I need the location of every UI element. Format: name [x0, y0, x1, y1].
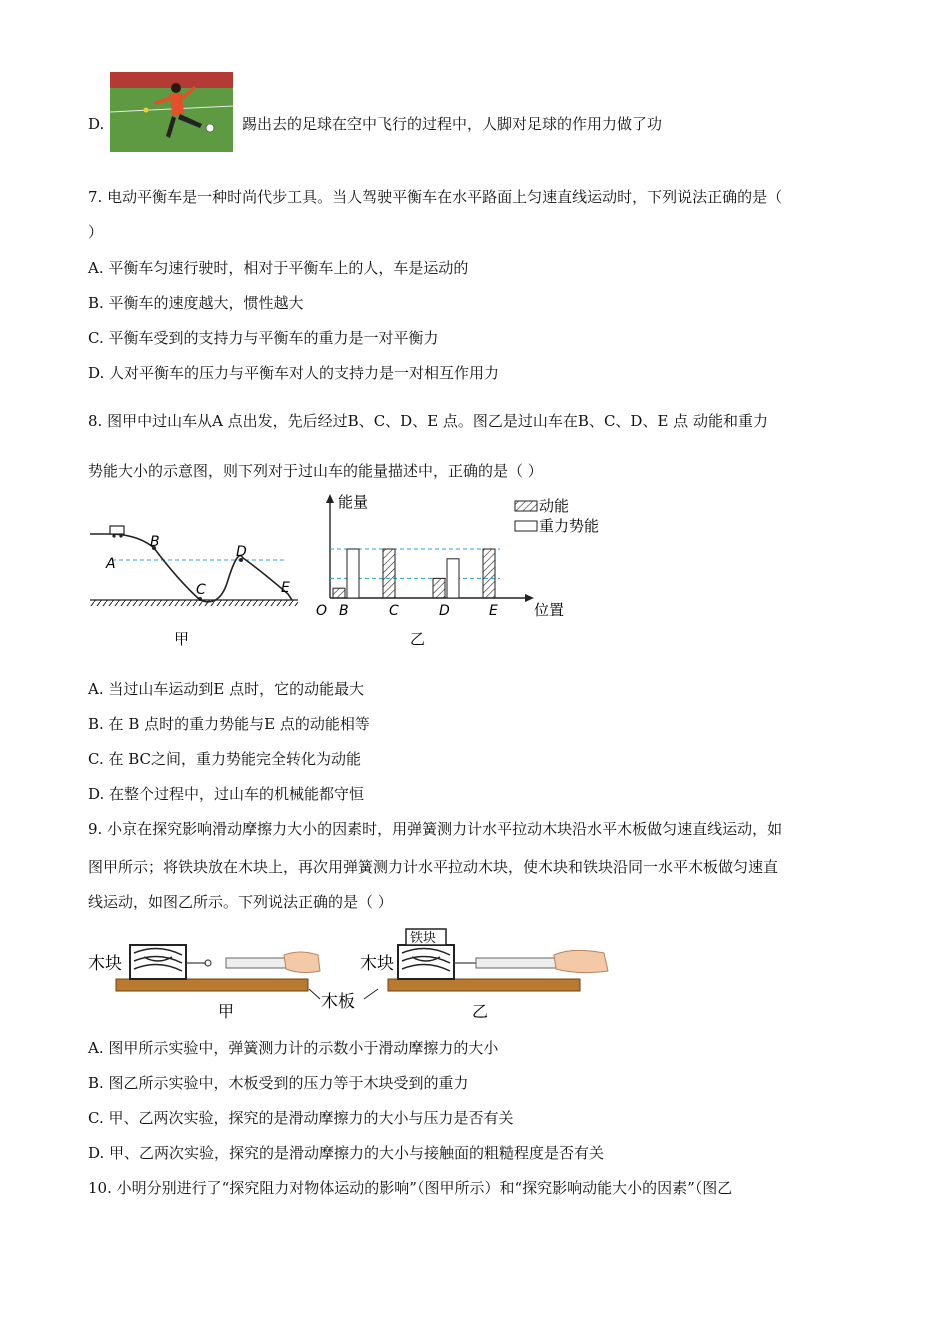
wood-board-right [388, 979, 580, 991]
tick-label-D: D [439, 603, 450, 619]
q8-option-b: B. 在 B 点时的重力势能与E 点的动能相等 [88, 715, 370, 733]
x-axis-label: 位置 [534, 601, 565, 619]
q8-option-c: C. 在 BC之间，重力势能完全转化为动能 [88, 750, 362, 768]
wood-block-label-right: 木块 [360, 954, 394, 974]
caption-yi: 乙 [472, 1002, 489, 1021]
q7-stem-line1: 7. 电动平衡车是一种时尚代步工具。当人驾驶平衡车在水平路面上匀速直线运动时，下列说法正确的是（ [88, 188, 783, 206]
y-axis-arrow [326, 494, 334, 503]
q9-option-b: B. 图乙所示实验中，木板受到的压力等于木块受到的重力 [88, 1074, 469, 1092]
point-e-label: E [281, 580, 290, 596]
q8-option-d: D. 在整个过程中，过山车的机械能都守恒 [88, 785, 365, 803]
q7-option-c: C. 平衡车受到的支持力与平衡车的重力是一对平衡力 [88, 329, 439, 347]
q9-friction-figure [88, 925, 618, 1029]
bar-D-potential [447, 559, 459, 598]
wood-block-label-left: 木块 [88, 954, 122, 974]
tick-label-C: C [389, 603, 399, 619]
legend-label-kinetic: 动能 [539, 497, 570, 515]
q6-option-d-text: 踢出去的足球在空中飞行的过程中，人脚对足球的作用力做了功 [242, 115, 663, 133]
q9-option-d: D. 甲、乙两次实验，探究的是滑动摩擦力的大小与接触面的粗糙程度是否有关 [88, 1144, 605, 1162]
origin-label: O [316, 603, 328, 619]
wood-board-left [116, 979, 308, 991]
caption-jia: 甲 [218, 1002, 235, 1021]
q7-stem-line2: ） [88, 223, 104, 241]
x-axis-arrow [525, 594, 534, 602]
q8-stem-line2: 势能大小的示意图，则下列对于过山车的能量描述中，正确的是（ ） [88, 462, 543, 480]
wood-block-right [398, 945, 454, 979]
point-b-label: B [150, 534, 160, 550]
point-d-label: D [236, 544, 247, 560]
fig-yi-caption: 乙 [410, 630, 426, 648]
q9-option-a: A. 图甲所示实验中，弹簧测力计的示数小于滑动摩擦力的大小 [88, 1039, 499, 1057]
bar-B-kinetic [333, 588, 345, 598]
q9-stem-line2: 图甲所示；将铁块放在木块上，再次用弹簧测力计水平拉动木块，使木块和铁块沿同一水平木板做匀速直 [88, 858, 779, 876]
q9-stem-line3: 线运动，如图乙所示。下列说法正确的是（ ） [88, 893, 393, 911]
q8-track-figure [88, 490, 303, 654]
fig-jia-caption: 甲 [174, 630, 190, 648]
q9-option-c: C. 甲、乙两次实验，探究的是滑动摩擦力的大小与压力是否有关 [88, 1109, 514, 1127]
bar-E-kinetic [483, 549, 495, 598]
tick-label-E: E [489, 603, 498, 619]
board-label: 木板 [321, 992, 355, 1012]
football-kick-photo [110, 72, 233, 152]
bar-C-kinetic [383, 549, 395, 598]
q10-stem-line1: 10. 小明分别进行了“探究阻力对物体运动的影响”（图甲所示）和“探究影响动能大小的因素”（图乙 [88, 1179, 733, 1197]
q8-option-a: A. 当过山车运动到E 点时，它的动能最大 [88, 680, 365, 698]
q7-option-a: A. 平衡车匀速行驶时，相对于平衡车上的人，车是运动的 [88, 259, 469, 277]
bar-B-potential [347, 549, 359, 598]
q9-stem-line1: 9. 小京在探究影响滑动摩擦力大小的因素时，用弹簧测力计水平拉动木块沿水平木板做匀速直线运动，如 [88, 820, 783, 838]
q7-option-d: D. 人对平衡车的压力与平衡车对人的支持力是一对相互作用力 [88, 364, 500, 382]
bar-D-kinetic [433, 578, 445, 598]
iron-block-label: 铁块 [410, 931, 437, 946]
tick-label-B: B [339, 603, 349, 619]
wood-block-left [130, 945, 186, 979]
y-axis-label: 能量 [338, 493, 369, 511]
q8-energy-chart [310, 490, 610, 654]
q7-option-b: B. 平衡车的速度越大，惯性越大 [88, 294, 304, 312]
legend-label-potential: 重力势能 [539, 517, 600, 535]
point-a-label: A [106, 556, 116, 572]
q6-option-d-label: D. [88, 115, 105, 133]
point-c-label: C [196, 582, 206, 598]
q8-stem-line1: 8. 图甲中过山车从A 点出发，先后经过B、C、D、E 点。图乙是过山车在B、C、D、E 点 动能和重力 [88, 412, 768, 430]
legend-swatch-potential [515, 521, 537, 531]
legend-swatch-kinetic [515, 501, 537, 511]
